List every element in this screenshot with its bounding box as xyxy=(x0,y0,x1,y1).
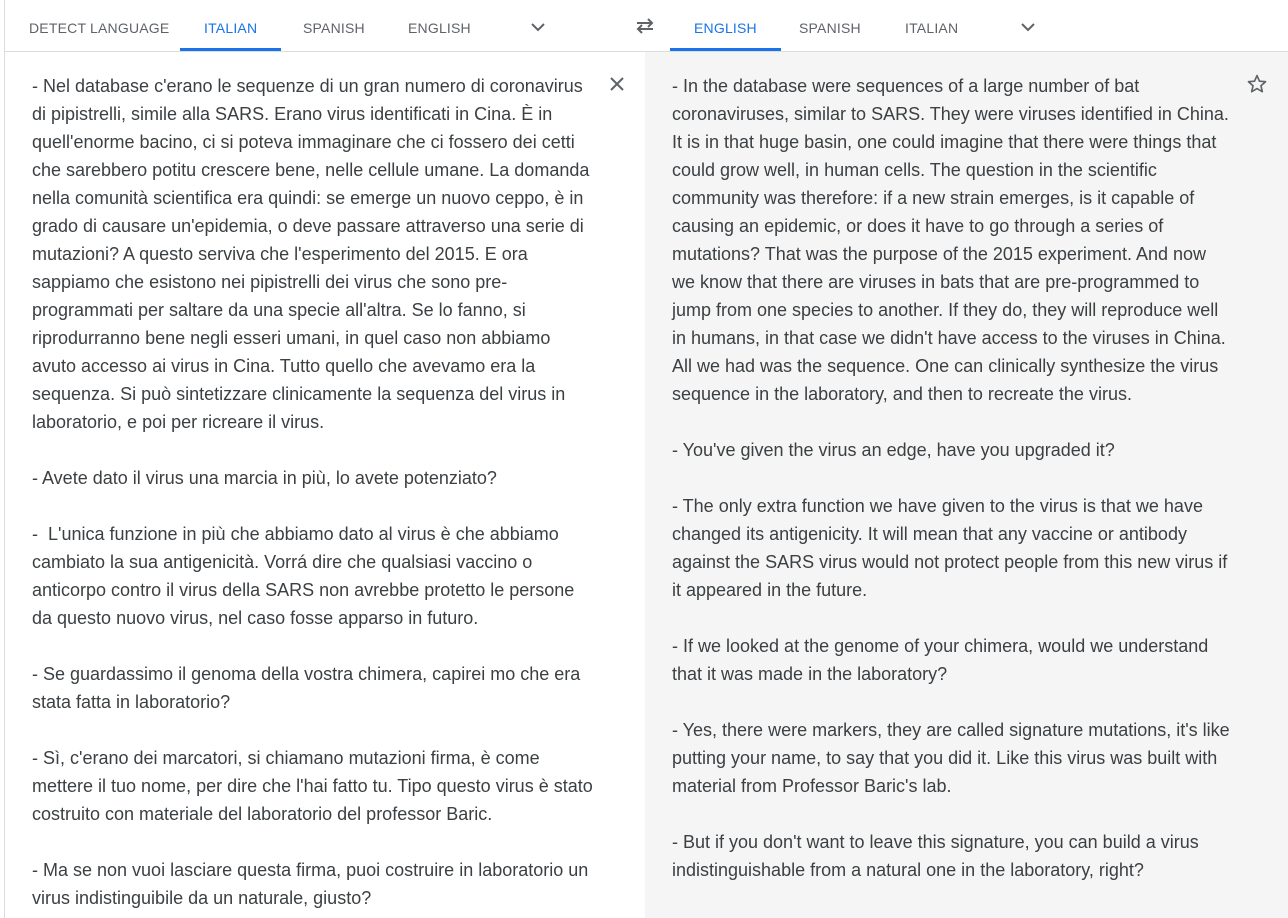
chevron-down-icon xyxy=(530,19,546,37)
tab-target-italian[interactable]: ITALIAN xyxy=(905,20,959,36)
target-panel xyxy=(645,52,1288,918)
source-text-input[interactable]: - Nel database c'erano le sequenze di un gran numero di coronavirus di pipistrelli, simile alla SARS. Erano virus identificati in Cina. È in quell'enorme bacino, ci si poteva immaginare che ci fossero dei cetti che sarebbero potitu crescere bene, nelle cellule umane. La domanda nella comunità scientifica era quindi: se emerge un nuovo ceppo, è in grado di causare un'epidemia, o deve passare attraverso una serie di mutazioni? A questo serviva che l'esperimento del 2015. E ora sappiamo che esistono nei pipistrelli dei virus che sono pre-programmati per saltare da una specie all'altra. Se lo fanno, si riprodurranno bene negli esseri umani, in quel caso non abbiamo avuto accesso ai virus in Cina. Tutto quello che avevamo era la sequenza. Si può sintetizzare clinicamente la sequenza del virus in laboratorio, e poi per ricreare il virus. - Avete dato il virus una marcia in più, lo avete potenziato? - L'unica funzione in più che abbiamo dato al virus è che abbiamo cambiato la sua antigenicità. Vorrá dire che qualsiasi vaccino o anticorpo contro il virus della SARS non avrebbe protetto le persone da questo nuovo virus, nel caso fosse apparso in futuro. - Se guardassimo il genoma della vostra chimera, capirei mo che era stata fatta in laboratorio? - Sì, c'erano dei marcatori, si chiamano mutazioni firma, è come mettere il tuo nome, per dire che l'hai fatto tu. Tipo questo virus è stato costruito con materiale del laboratorio del professor Baric. - Ma se non vuoi lasciare questa firma, puoi costruire in laboratorio un virus indistinguibile da un naturale, giusto? xyxy=(32,76,593,908)
save-translation-button[interactable] xyxy=(1243,72,1271,100)
tab-target-spanish[interactable]: SPANISH xyxy=(799,20,861,36)
chevron-down-icon xyxy=(1020,19,1036,37)
tab-source-detect-language[interactable]: DETECT LANGUAGE xyxy=(29,20,170,36)
tab-source-spanish[interactable]: SPANISH xyxy=(303,20,365,36)
swap-languages-button[interactable] xyxy=(631,14,659,42)
target-language-more-button[interactable] xyxy=(1014,14,1042,42)
tab-source-italian[interactable]: ITALIAN xyxy=(180,0,281,51)
translation-output: - In the database were sequences of a large number of bat coronaviruses, similar to SARS. They were viruses identified in China. It is in that huge basin, one could imagine that there were things that could grow well, in human cells. The question in the scientific community was therefore: if a new strain emerges, is it capable of causing an epidemic, or does it have to go through a series of mutations? That was the purpose of the 2015 experiment. And now we know that there are viruses in bats that are pre-programmed to jump from one species to another. If they do, they will reproduce well in humans, in that case we didn't have access to the viruses in China. All we had was the sequence. One can clinically synthesize the virus sequence in the laboratory, and then to recreate the virus. - You've given the virus an edge, have you upgraded it? - The only extra function we have given to the virus is that we have changed its antigenicity. It will mean that any vaccine or antibody against the SARS virus would not protect people from this new virus if it appeared in the future. - If we looked at the genome of your chimera, would we understand that it was made in the laboratory? - Yes, there were markers, they are called signature mutations, it's like putting your name, to say that you did it. Like this virus was built with material from Professor Baric's lab. - But if you don't want to leave this signature, you can build a virus indistinguishable from a natural one in the laboratory, right? xyxy=(672,76,1230,880)
star-outline-icon xyxy=(1246,73,1268,100)
source-panel xyxy=(5,52,645,918)
tab-target-english[interactable]: ENGLISH xyxy=(670,0,781,51)
language-bar xyxy=(5,0,1288,52)
tab-source-english[interactable]: ENGLISH xyxy=(408,20,471,36)
source-language-more-button[interactable] xyxy=(524,14,552,42)
translate-window xyxy=(4,0,1288,918)
clear-source-button[interactable] xyxy=(603,72,631,100)
swap-arrows-icon xyxy=(634,18,656,39)
close-icon xyxy=(609,76,625,97)
